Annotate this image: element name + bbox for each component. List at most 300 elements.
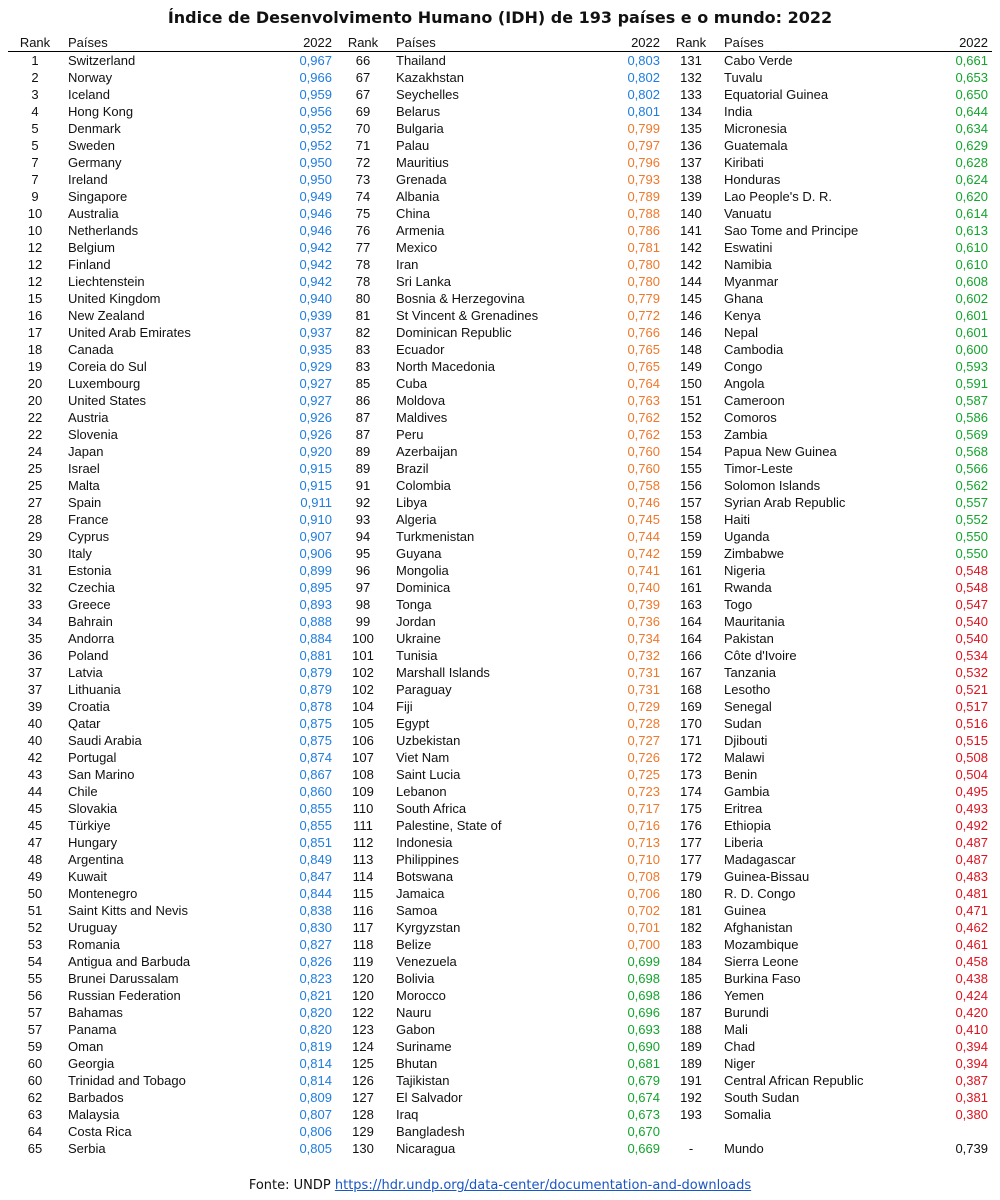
country-cell: Togo bbox=[724, 597, 753, 612]
country-cell: Saint Lucia bbox=[396, 767, 461, 782]
rank-cell: 118 bbox=[352, 937, 374, 952]
table-row bbox=[664, 290, 992, 307]
rank-cell: 33 bbox=[27, 597, 43, 612]
rank-cell: 63 bbox=[27, 1107, 43, 1122]
country-cell: Denmark bbox=[68, 121, 121, 136]
country-cell: R. D. Congo bbox=[724, 886, 796, 901]
hdi-value-cell: 0,508 bbox=[955, 750, 988, 765]
country-cell: Slovenia bbox=[68, 427, 118, 442]
country-cell: Brunei Darussalam bbox=[68, 971, 179, 986]
table-row bbox=[664, 919, 992, 936]
hdi-value-cell: 0,681 bbox=[627, 1056, 660, 1071]
rank-cell: 112 bbox=[352, 835, 374, 850]
country-cell: Mozambique bbox=[724, 937, 799, 952]
table-row bbox=[336, 528, 664, 545]
hdi-value-cell bbox=[928, 1123, 992, 1140]
hdi-value-cell: 0,793 bbox=[627, 172, 660, 187]
country-cell: Oman bbox=[68, 1039, 104, 1054]
table-row bbox=[664, 494, 992, 511]
country-cell: Bosnia & Herzegovina bbox=[396, 291, 525, 306]
hdi-value-cell: 0,915 bbox=[299, 461, 332, 476]
rank-cell: 183 bbox=[680, 937, 702, 952]
table-row bbox=[336, 426, 664, 443]
country-cell: St Vincent & Grenadines bbox=[396, 308, 539, 323]
country-cell: Barbados bbox=[68, 1090, 124, 1105]
country-cell: Syrian Arab Republic bbox=[724, 495, 846, 510]
country-cell: Finland bbox=[68, 257, 111, 272]
table-row bbox=[664, 154, 992, 171]
hdi-value-cell: 0,940 bbox=[299, 291, 332, 306]
hdi-value-cell: 0,614 bbox=[955, 206, 988, 221]
table-row bbox=[8, 936, 336, 953]
rank-cell: 12 bbox=[27, 257, 43, 272]
table-row bbox=[336, 392, 664, 409]
rank-cell: 188 bbox=[680, 1022, 702, 1037]
hdi-value-cell: 0,946 bbox=[299, 223, 332, 238]
country-cell: Viet Nam bbox=[396, 750, 450, 765]
table-row bbox=[8, 1021, 336, 1038]
country-cell: Armenia bbox=[396, 223, 445, 238]
rank-cell: 104 bbox=[352, 699, 374, 714]
country-cell: Belize bbox=[396, 937, 432, 952]
hdi-value-cell: 0,728 bbox=[627, 716, 660, 731]
rank-cell: 122 bbox=[352, 1005, 374, 1020]
hdi-value-cell: 0,797 bbox=[627, 138, 660, 153]
header-year: 2022 bbox=[303, 35, 332, 50]
hdi-value-cell: 0,772 bbox=[627, 308, 660, 323]
table-row bbox=[664, 409, 992, 426]
country-cell: Iraq bbox=[396, 1107, 419, 1122]
table-row bbox=[336, 222, 664, 239]
hdi-value-cell: 0,762 bbox=[627, 427, 660, 442]
hdi-value-cell: 0,786 bbox=[627, 223, 660, 238]
hdi-value-cell: 0,906 bbox=[299, 546, 332, 561]
table-row bbox=[336, 681, 664, 698]
hdi-value-cell: 0,669 bbox=[627, 1141, 660, 1156]
hdi-value-cell: 0,780 bbox=[627, 274, 660, 289]
country-cell: San Marino bbox=[68, 767, 135, 782]
hdi-value-cell: 0,394 bbox=[955, 1039, 988, 1054]
table-row bbox=[336, 919, 664, 936]
table-row bbox=[8, 698, 336, 715]
table-row bbox=[8, 426, 336, 443]
country-cell: Grenada bbox=[396, 172, 447, 187]
rank-cell: 65 bbox=[27, 1141, 43, 1156]
rank-cell: 99 bbox=[355, 614, 371, 629]
table-row bbox=[336, 1038, 664, 1055]
table-row bbox=[664, 205, 992, 222]
country-cell: Spain bbox=[68, 495, 102, 510]
hdi-value-cell: 0,820 bbox=[299, 1022, 332, 1037]
table-row bbox=[336, 1004, 664, 1021]
country-cell: Luxembourg bbox=[68, 376, 141, 391]
country-cell: Mauritius bbox=[396, 155, 449, 170]
country-cell: Fiji bbox=[396, 699, 413, 714]
rank-cell: 82 bbox=[355, 325, 371, 340]
hdi-value-cell: 0,674 bbox=[627, 1090, 660, 1105]
table-row bbox=[664, 477, 992, 494]
table-row bbox=[664, 851, 992, 868]
table-row bbox=[8, 1123, 336, 1140]
hdi-value-cell: 0,910 bbox=[299, 512, 332, 527]
rank-cell: 184 bbox=[680, 954, 702, 969]
hdi-value-cell: 0,789 bbox=[627, 189, 660, 204]
hdi-value-cell: 0,823 bbox=[299, 971, 332, 986]
table-row bbox=[664, 800, 992, 817]
table-row bbox=[8, 834, 336, 851]
table-row bbox=[336, 1140, 664, 1157]
table-row bbox=[664, 256, 992, 273]
country-cell: Myanmar bbox=[724, 274, 779, 289]
table-row bbox=[336, 273, 664, 290]
hdi-value-cell: 0,851 bbox=[299, 835, 332, 850]
country-cell: Morocco bbox=[396, 988, 446, 1003]
hdi-value-cell: 0,521 bbox=[955, 682, 988, 697]
country-cell: Cabo Verde bbox=[724, 53, 793, 68]
hdi-value-cell: 0,608 bbox=[955, 274, 988, 289]
hdi-value-cell: 0,899 bbox=[299, 563, 332, 578]
rank-cell: 49 bbox=[27, 869, 43, 884]
table-row bbox=[336, 358, 664, 375]
country-cell: Liberia bbox=[724, 835, 764, 850]
rank-cell: 135 bbox=[680, 121, 702, 136]
country-cell: Papua New Guinea bbox=[724, 444, 837, 459]
hdi-value-cell: 0,879 bbox=[299, 682, 332, 697]
rank-cell: 174 bbox=[680, 784, 702, 799]
rank-cell: 109 bbox=[352, 784, 374, 799]
country-cell: Tanzania bbox=[724, 665, 777, 680]
table-row bbox=[664, 392, 992, 409]
country-cell: Philippines bbox=[396, 852, 459, 867]
rank-cell: 20 bbox=[27, 393, 43, 408]
rank-cell: 22 bbox=[27, 427, 43, 442]
country-cell: Rwanda bbox=[724, 580, 772, 595]
country-cell: Czechia bbox=[68, 580, 115, 595]
rank-cell: 91 bbox=[355, 478, 371, 493]
rank-cell: 12 bbox=[27, 240, 43, 255]
rank-cell: 37 bbox=[27, 665, 43, 680]
table-row bbox=[664, 715, 992, 732]
table-row bbox=[336, 154, 664, 171]
rank-cell: 89 bbox=[355, 461, 371, 476]
table-row bbox=[8, 681, 336, 698]
table-row bbox=[664, 596, 992, 613]
table-row bbox=[336, 732, 664, 749]
country-cell: Moldova bbox=[396, 393, 446, 408]
country-cell: Switzerland bbox=[68, 53, 136, 68]
table-column-1 bbox=[8, 34, 336, 1170]
rank-cell: 182 bbox=[680, 920, 702, 935]
country-cell: South Africa bbox=[396, 801, 467, 816]
country-cell: Malawi bbox=[724, 750, 765, 765]
rank-cell: 60 bbox=[27, 1056, 43, 1071]
header-country: Países bbox=[68, 35, 108, 50]
rank-cell: 157 bbox=[680, 495, 702, 510]
country-cell: Seychelles bbox=[396, 87, 459, 102]
table-row bbox=[336, 936, 664, 953]
table-row bbox=[336, 341, 664, 358]
country-cell: Germany bbox=[68, 155, 122, 170]
source-link[interactable]: https://hdr.undp.org/data-center/documentation-and-downloads bbox=[334, 1178, 752, 1193]
country-cell: Croatia bbox=[68, 699, 110, 714]
country-cell: Nicaragua bbox=[396, 1141, 456, 1156]
country-cell: Kyrgyzstan bbox=[396, 920, 461, 935]
country-cell: Cameroon bbox=[724, 393, 785, 408]
hdi-value-cell: 0,732 bbox=[627, 648, 660, 663]
table-row bbox=[336, 596, 664, 613]
country-cell: Tunisia bbox=[396, 648, 438, 663]
rank-cell: 83 bbox=[355, 342, 371, 357]
table-row bbox=[8, 1106, 336, 1123]
rank-cell: 167 bbox=[680, 665, 702, 680]
hdi-value-cell: 0,483 bbox=[955, 869, 988, 884]
table-row bbox=[664, 647, 992, 664]
hdi-value-cell: 0,634 bbox=[955, 121, 988, 136]
country-cell: Azerbaijan bbox=[396, 444, 458, 459]
hdi-value-cell: 0,809 bbox=[299, 1090, 332, 1105]
hdi-value-cell: 0,867 bbox=[299, 767, 332, 782]
country-cell: India bbox=[724, 104, 753, 119]
table-row bbox=[664, 443, 992, 460]
country-cell: Somalia bbox=[724, 1107, 771, 1122]
rank-cell: 141 bbox=[680, 223, 702, 238]
table-row bbox=[336, 69, 664, 86]
table-row bbox=[336, 511, 664, 528]
country-cell: Solomon Islands bbox=[724, 478, 821, 493]
hdi-value-cell: 0,644 bbox=[955, 104, 988, 119]
rank-cell: 138 bbox=[680, 172, 702, 187]
country-cell: Paraguay bbox=[396, 682, 452, 697]
rank-cell: 66 bbox=[355, 53, 371, 68]
hdi-value-cell: 0,540 bbox=[955, 614, 988, 629]
table-column-2 bbox=[336, 34, 664, 1170]
hdi-value-cell: 0,875 bbox=[299, 733, 332, 748]
table-row bbox=[664, 817, 992, 834]
country-cell: Trinidad and Tobago bbox=[68, 1073, 186, 1088]
hdi-value-cell: 0,907 bbox=[299, 529, 332, 544]
table-row bbox=[8, 460, 336, 477]
country-cell: France bbox=[68, 512, 109, 527]
country-cell: Mexico bbox=[396, 240, 438, 255]
hdi-value-cell: 0,495 bbox=[955, 784, 988, 799]
hdi-value-cell: 0,717 bbox=[627, 801, 660, 816]
table-row bbox=[336, 834, 664, 851]
table-row bbox=[8, 817, 336, 834]
hdi-value-cell: 0,935 bbox=[299, 342, 332, 357]
hdi-value-cell: 0,760 bbox=[627, 461, 660, 476]
hdi-value-cell: 0,911 bbox=[300, 495, 332, 510]
country-cell: Netherlands bbox=[68, 223, 139, 238]
table-row bbox=[336, 494, 664, 511]
country-cell: Uganda bbox=[724, 529, 770, 544]
hdi-value-cell: 0,726 bbox=[627, 750, 660, 765]
rank-cell: 120 bbox=[352, 988, 374, 1003]
country-cell: Ireland bbox=[68, 172, 108, 187]
country-cell: Portugal bbox=[68, 750, 117, 765]
country-cell: Israel bbox=[68, 461, 100, 476]
hdi-value-cell: 0,740 bbox=[627, 580, 660, 595]
hdi-value-cell: 0,763 bbox=[627, 393, 660, 408]
table-row bbox=[664, 137, 992, 154]
country-cell: Coreia do Sul bbox=[68, 359, 147, 374]
country-cell: Micronesia bbox=[724, 121, 787, 136]
country-cell: Bahrain bbox=[68, 614, 113, 629]
country-cell: Hungary bbox=[68, 835, 118, 850]
country-cell: New Zealand bbox=[68, 308, 145, 323]
table-row bbox=[336, 171, 664, 188]
rank-cell: 3 bbox=[31, 87, 39, 102]
hdi-value-cell: 0,381 bbox=[955, 1090, 988, 1105]
rank-cell: 81 bbox=[355, 308, 371, 323]
table-row bbox=[8, 222, 336, 239]
hdi-value-cell: 0,739 bbox=[955, 1141, 988, 1156]
table-row bbox=[336, 1106, 664, 1123]
rank-cell: 70 bbox=[355, 121, 371, 136]
hdi-value-cell: 0,547 bbox=[955, 597, 988, 612]
table-row bbox=[336, 800, 664, 817]
hdi-value-cell: 0,855 bbox=[299, 818, 332, 833]
country-cell: Eswatini bbox=[724, 240, 773, 255]
table-row bbox=[336, 477, 664, 494]
table-row bbox=[664, 936, 992, 953]
table-row bbox=[8, 52, 336, 69]
hdi-value-cell: 0,766 bbox=[627, 325, 660, 340]
rank-cell: 57 bbox=[27, 1005, 43, 1020]
country-cell: Mali bbox=[724, 1022, 748, 1037]
table-row bbox=[664, 52, 992, 69]
rank-cell: 128 bbox=[352, 1107, 374, 1122]
hdi-value-cell: 0,803 bbox=[627, 53, 660, 68]
hdi-value-cell: 0,942 bbox=[299, 240, 332, 255]
table-row bbox=[664, 86, 992, 103]
table-row bbox=[8, 766, 336, 783]
table-row bbox=[664, 868, 992, 885]
hdi-value-cell: 0,814 bbox=[299, 1073, 332, 1088]
rank-cell: 80 bbox=[355, 291, 371, 306]
hdi-value-cell: 0,610 bbox=[955, 240, 988, 255]
table-row bbox=[8, 1004, 336, 1021]
country-cell: El Salvador bbox=[396, 1090, 463, 1105]
rank-cell: 83 bbox=[355, 359, 371, 374]
rank-cell: 185 bbox=[680, 971, 702, 986]
rank-cell: 1 bbox=[31, 53, 39, 68]
rank-cell: 161 bbox=[680, 563, 702, 578]
hdi-value-cell: 0,487 bbox=[955, 835, 988, 850]
hdi-value-cell: 0,410 bbox=[955, 1022, 988, 1037]
table-row bbox=[336, 1072, 664, 1089]
table-row bbox=[8, 1055, 336, 1072]
hdi-value-cell: 0,801 bbox=[627, 104, 660, 119]
rank-cell: 180 bbox=[680, 886, 702, 901]
rank-cell: 168 bbox=[680, 682, 702, 697]
country-cell: Türkiye bbox=[68, 818, 111, 833]
rank-cell: 30 bbox=[27, 546, 43, 561]
table-row bbox=[336, 902, 664, 919]
hdi-value-cell: 0,742 bbox=[627, 546, 660, 561]
table-row bbox=[664, 103, 992, 120]
rank-cell: 161 bbox=[680, 580, 702, 595]
country-cell: Brazil bbox=[396, 461, 429, 476]
rank-cell: 173 bbox=[680, 767, 702, 782]
rank-cell: 191 bbox=[680, 1073, 702, 1088]
country-cell: China bbox=[396, 206, 430, 221]
hdi-value-cell: 0,700 bbox=[627, 937, 660, 952]
rank-cell: 9 bbox=[31, 189, 39, 204]
rank-cell: 67 bbox=[355, 87, 371, 102]
rank-cell: 87 bbox=[355, 410, 371, 425]
rank-cell: 107 bbox=[352, 750, 374, 765]
table-row bbox=[664, 562, 992, 579]
hdi-value-cell: 0,568 bbox=[955, 444, 988, 459]
table-row bbox=[664, 1004, 992, 1021]
rank-cell: 124 bbox=[352, 1039, 374, 1054]
table-row bbox=[8, 613, 336, 630]
table-row bbox=[8, 732, 336, 749]
rank-cell: 36 bbox=[27, 648, 43, 663]
rank-cell: 76 bbox=[355, 223, 371, 238]
table-row bbox=[336, 868, 664, 885]
country-cell: South Sudan bbox=[724, 1090, 800, 1105]
table-row bbox=[8, 868, 336, 885]
country-cell: Ecuador bbox=[396, 342, 445, 357]
table-column-3 bbox=[664, 34, 992, 1170]
rank-cell: 105 bbox=[352, 716, 374, 731]
hdi-value-cell: 0,698 bbox=[627, 971, 660, 986]
table-row bbox=[664, 1140, 992, 1157]
rank-cell: 78 bbox=[355, 257, 371, 272]
country-cell: Jordan bbox=[396, 614, 436, 629]
hdi-value-cell: 0,739 bbox=[627, 597, 660, 612]
header-country: Países bbox=[396, 35, 436, 50]
rank-cell: 154 bbox=[680, 444, 702, 459]
rank-cell: 32 bbox=[27, 580, 43, 595]
table-row bbox=[664, 664, 992, 681]
table-row bbox=[8, 205, 336, 222]
hdi-value-cell: 0,758 bbox=[627, 478, 660, 493]
rank-cell: 2 bbox=[31, 70, 39, 85]
country-cell: Qatar bbox=[68, 716, 101, 731]
hdi-value-cell: 0,826 bbox=[299, 954, 332, 969]
hdi-value-cell: 0,702 bbox=[627, 903, 660, 918]
hdi-value-cell: 0,420 bbox=[955, 1005, 988, 1020]
hdi-value-cell: 0,942 bbox=[299, 274, 332, 289]
country-cell: Angola bbox=[724, 376, 765, 391]
country-cell: Sri Lanka bbox=[396, 274, 451, 289]
table-row bbox=[336, 579, 664, 596]
country-cell: Kuwait bbox=[68, 869, 108, 884]
table-row bbox=[336, 1055, 664, 1072]
rank-cell: 22 bbox=[27, 410, 43, 425]
country-cell: Lesotho bbox=[724, 682, 771, 697]
hdi-value-cell: 0,698 bbox=[627, 988, 660, 1003]
table-row bbox=[336, 1123, 664, 1140]
rank-cell: 40 bbox=[27, 716, 43, 731]
country-cell: Bahamas bbox=[68, 1005, 123, 1020]
table-row bbox=[8, 953, 336, 970]
table-row bbox=[336, 324, 664, 341]
rank-cell: 115 bbox=[352, 886, 374, 901]
country-cell: Albania bbox=[396, 189, 440, 204]
table-row bbox=[664, 681, 992, 698]
rank-cell: 164 bbox=[680, 614, 702, 629]
rank-cell: 72 bbox=[355, 155, 371, 170]
country-cell: Cyprus bbox=[68, 529, 110, 544]
hdi-value-cell: 0,950 bbox=[299, 155, 332, 170]
table-row bbox=[8, 783, 336, 800]
hdi-value-cell: 0,548 bbox=[955, 563, 988, 578]
rank-cell: 18 bbox=[27, 342, 43, 357]
table-row bbox=[336, 205, 664, 222]
